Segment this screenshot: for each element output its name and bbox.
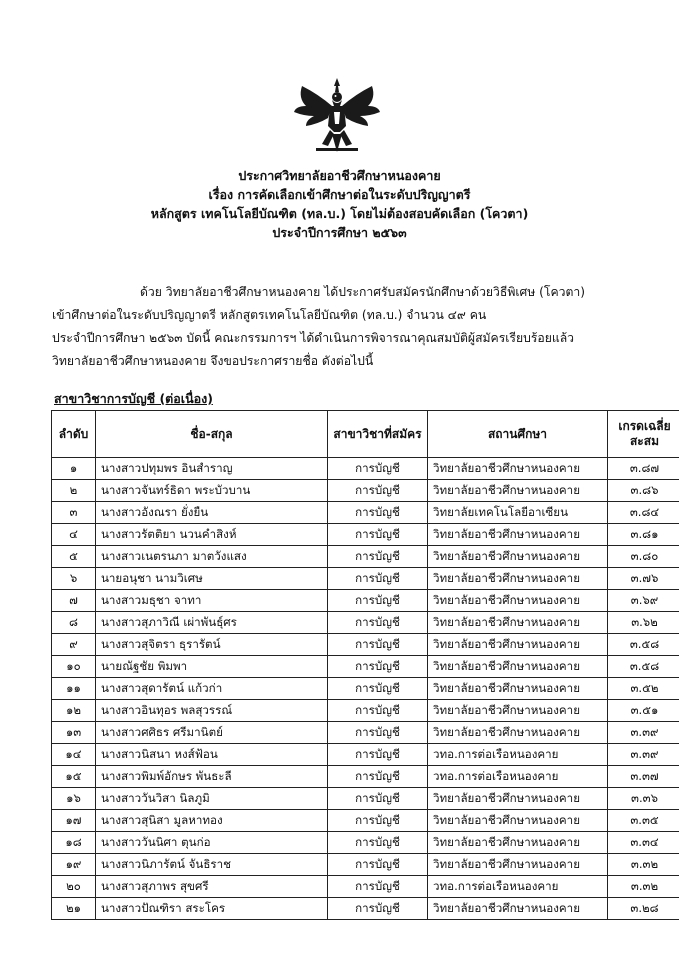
cell-name: นางสาววันนิศา ตุนก่อ [96, 832, 328, 854]
table-row [52, 722, 679, 744]
column-header-name: ชื่อ-สกุล [96, 411, 328, 458]
cell-major: การบัญชี [328, 744, 428, 766]
cell-name: นางสาวสุดารัตน์ แก้วก่า [96, 678, 328, 700]
table-row [52, 766, 679, 788]
cell-name: นางสาวจันทร์ธิดา พระบัวบาน [96, 480, 328, 502]
announcement-title: ประกาศวิทยาลัยอาชีวศึกษาหนองคาย [238, 168, 441, 183]
cell-institution: วทอ.การต่อเรือหนองคาย [428, 744, 608, 766]
cell-name: นางสาวปัณฑิรา สระโคร [96, 898, 328, 920]
cell-major: การบัญชี [328, 678, 428, 700]
cell-gpa: ๓.๕๑ [608, 700, 679, 722]
cell-gpa: ๓.๘๗ [608, 458, 679, 480]
cell-name: นางสาวศศิธร ศรีมานิตย์ [96, 722, 328, 744]
cell-gpa: ๓.๕๘ [608, 634, 679, 656]
table-row [52, 590, 679, 612]
cell-no: ๑๓ [52, 722, 96, 744]
body-text-line-4: วิทยาลัยอาชีวศึกษาหนองคาย จึงขอประกาศรายชื่อ ดังต่อไปนี้ [52, 354, 374, 368]
cell-name: นางสาวสุภาพร สุขศรี [96, 876, 328, 898]
cell-institution: วิทยาลัยอาชีวศึกษาหนองคาย [428, 524, 608, 546]
cell-gpa: ๓.๘๑ [608, 524, 679, 546]
cell-major: การบัญชี [328, 612, 428, 634]
cell-no: ๘ [52, 612, 96, 634]
cell-gpa: ๓.๕๒ [608, 678, 679, 700]
cell-gpa: ๓.๓๒ [608, 876, 679, 898]
cell-major: การบัญชี [328, 898, 428, 920]
cell-gpa: ๓.๓๙ [608, 744, 679, 766]
cell-name: นางสาวรัตติยา นวนคำสิงห์ [96, 524, 328, 546]
cell-no: ๑๐ [52, 656, 96, 678]
cell-institution: วทอ.การต่อเรือหนองคาย [428, 766, 608, 788]
cell-no: ๑๒ [52, 700, 96, 722]
table-body [52, 458, 679, 920]
table-row [52, 678, 679, 700]
table-row [52, 480, 679, 502]
table-row [52, 502, 679, 524]
cell-name: นายณัฐชัย พิมพา [96, 656, 328, 678]
cell-name: นางสาวเนตรนภา มาตวังแสง [96, 546, 328, 568]
cell-institution: วิทยาลัยอาชีวศึกษาหนองคาย [428, 480, 608, 502]
cell-institution: วิทยาลัยอาชีวศึกษาหนองคาย [428, 590, 608, 612]
cell-institution: วิทยาลัยอาชีวศึกษาหนองคาย [428, 634, 608, 656]
table-row [52, 568, 679, 590]
announcement-subject: เรื่อง การคัดเลือกเข้าศึกษาต่อในระดับปริญญาตรี [208, 187, 471, 202]
cell-gpa: ๓.๘๖ [608, 480, 679, 502]
cell-no: ๑๘ [52, 832, 96, 854]
cell-major: การบัญชี [328, 810, 428, 832]
cell-name: นายอนุชา นามวิเศษ [96, 568, 328, 590]
cell-gpa: ๓.๕๘ [608, 656, 679, 678]
cell-major: การบัญชี [328, 634, 428, 656]
table-row [52, 612, 679, 634]
cell-name: นางสาวสุภาวิณี เผ่าพันธุ์ศร [96, 612, 328, 634]
cell-no: ๒ [52, 480, 96, 502]
cell-institution: วิทยาลัยอาชีวศึกษาหนองคาย [428, 568, 608, 590]
table-row [52, 876, 679, 898]
cell-major: การบัญชี [328, 832, 428, 854]
cell-name: นางสาวปทุมพร อินสำราญ [96, 458, 328, 480]
cell-major: การบัญชี [328, 722, 428, 744]
column-header-major: สาขาวิชาที่สมัคร [328, 411, 428, 458]
cell-name: นางสาวมธุชา จาทา [96, 590, 328, 612]
cell-gpa: ๓.๘๐ [608, 546, 679, 568]
cell-gpa: ๓.๓๒ [608, 854, 679, 876]
cell-major: การบัญชี [328, 590, 428, 612]
cell-gpa: ๓.๓๕ [608, 810, 679, 832]
cell-no: ๑๗ [52, 810, 96, 832]
cell-institution: วิทยาลัยอาชีวศึกษาหนองคาย [428, 612, 608, 634]
column-header-institution: สถานศึกษา [428, 411, 608, 458]
cell-gpa: ๓.๓๖ [608, 788, 679, 810]
cell-institution: วิทยาลัยอาชีวศึกษาหนองคาย [428, 898, 608, 920]
cell-gpa: ๓.๓๗ [608, 766, 679, 788]
cell-gpa: ๓.๒๘ [608, 898, 679, 920]
table-row [52, 546, 679, 568]
cell-major: การบัญชี [328, 788, 428, 810]
cell-gpa: ๓.๖๙ [608, 590, 679, 612]
cell-no: ๗ [52, 590, 96, 612]
body-text-line-2: เข้าศึกษาต่อในระดับปริญญาตรี หลักสูตรเทคโนโลยีบัณฑิต (ทล.บ.) จำนวน ๔๙ คน [52, 308, 487, 322]
announcement-academic-year: ประจำปีการศึกษา ๒๕๖๓ [272, 225, 407, 240]
cell-institution: วิทยาลัยอาชีวศึกษาหนองคาย [428, 854, 608, 876]
table-row [52, 898, 679, 920]
cell-name: นางสาวสุจิตรา ธุรารัตน์ [96, 634, 328, 656]
table-row [52, 458, 679, 480]
table-row [52, 524, 679, 546]
cell-institution: วิทยาลัยอาชีวศึกษาหนองคาย [428, 546, 608, 568]
cell-major: การบัญชี [328, 524, 428, 546]
cell-no: ๑๖ [52, 788, 96, 810]
cell-no: ๙ [52, 634, 96, 656]
garuda-emblem [288, 76, 386, 156]
cell-gpa: ๓.๓๙ [608, 722, 679, 744]
body-text-line-3: ประจำปีการศึกษา ๒๕๖๓ บัดนี้ คณะกรรมการฯ ได้ดำเนินการพิจารณาคุณสมบัติผู้สมัครเรียบร้อยแล้ว [52, 331, 575, 345]
cell-institution: วทอ.การต่อเรือหนองคาย [428, 876, 608, 898]
cell-name: นางสาวสุนิสา มูลหาทอง [96, 810, 328, 832]
table-row [52, 810, 679, 832]
cell-institution: วิทยาลัยอาชีวศึกษาหนองคาย [428, 832, 608, 854]
announcement-program: หลักสูตร เทคโนโลยีบัณฑิต (ทล.บ.) โดยไม่ต้องสอบคัดเลือก (โควตา) [150, 206, 529, 221]
cell-major: การบัญชี [328, 656, 428, 678]
cell-name: นางสาวนิภารัตน์ จันธิราช [96, 854, 328, 876]
cell-gpa: ๓.๘๔ [608, 502, 679, 524]
cell-name: นางสาวอินทุอร พลสุวรรณ์ [96, 700, 328, 722]
table-row [52, 854, 679, 876]
cell-name: นางสาวนิสนา หงส์ฟ้อน [96, 744, 328, 766]
column-header-no: ลำดับ [52, 411, 96, 458]
table-row [52, 832, 679, 854]
cell-institution: วิทยาลัยอาชีวศึกษาหนองคาย [428, 656, 608, 678]
body-text-line-1: ด้วย วิทยาลัยอาชีวศึกษาหนองคาย ได้ประกาศรับสมัครนักศึกษาด้วยวิธีพิเศษ (โควตา) [140, 285, 585, 299]
column-header-gpa: เกรดเฉลี่ยสะสม [608, 411, 679, 458]
table-row [52, 634, 679, 656]
cell-gpa: ๓.๗๖ [608, 568, 679, 590]
table-row [52, 788, 679, 810]
cell-no: ๑๕ [52, 766, 96, 788]
cell-major: การบัญชี [328, 854, 428, 876]
cell-name: นางสาวอังณรา ยั่งยืน [96, 502, 328, 524]
cell-major: การบัญชี [328, 876, 428, 898]
cell-no: ๓ [52, 502, 96, 524]
cell-gpa: ๓.๓๔ [608, 832, 679, 854]
cell-institution: วิทยาลัยอาชีวศึกษาหนองคาย [428, 788, 608, 810]
cell-major: การบัญชี [328, 766, 428, 788]
cell-major: การบัญชี [328, 458, 428, 480]
cell-no: ๖ [52, 568, 96, 590]
cell-no: ๕ [52, 546, 96, 568]
table-row [52, 656, 679, 678]
cell-institution: วิทยาลัยอาชีวศึกษาหนองคาย [428, 810, 608, 832]
cell-gpa: ๓.๖๒ [608, 612, 679, 634]
cell-institution: วิทยาลัยเทคโนโลยีอาเซียน [428, 502, 608, 524]
cell-institution: วิทยาลัยอาชีวศึกษาหนองคาย [428, 458, 608, 480]
results-table [51, 410, 679, 920]
cell-major: การบัญชี [328, 480, 428, 502]
cell-no: ๔ [52, 524, 96, 546]
cell-no: ๑ [52, 458, 96, 480]
cell-institution: วิทยาลัยอาชีวศึกษาหนองคาย [428, 700, 608, 722]
cell-no: ๒๐ [52, 876, 96, 898]
cell-name: นางสาววันวิสา นิลภูมิ [96, 788, 328, 810]
table-row [52, 700, 679, 722]
table-header-row [52, 411, 679, 458]
cell-no: ๒๑ [52, 898, 96, 920]
cell-major: การบัญชี [328, 546, 428, 568]
cell-name: นางสาวพิมพ์อักษร พันธะลี [96, 766, 328, 788]
cell-no: ๑๑ [52, 678, 96, 700]
section-title: สาขาวิชาการบัญชี (ต่อเนื่อง) [54, 391, 213, 406]
table-row [52, 744, 679, 766]
cell-no: ๑๙ [52, 854, 96, 876]
cell-major: การบัญชี [328, 502, 428, 524]
cell-major: การบัญชี [328, 568, 428, 590]
cell-institution: วิทยาลัยอาชีวศึกษาหนองคาย [428, 678, 608, 700]
cell-no: ๑๔ [52, 744, 96, 766]
cell-major: การบัญชี [328, 700, 428, 722]
cell-institution: วิทยาลัยอาชีวศึกษาหนองคาย [428, 722, 608, 744]
